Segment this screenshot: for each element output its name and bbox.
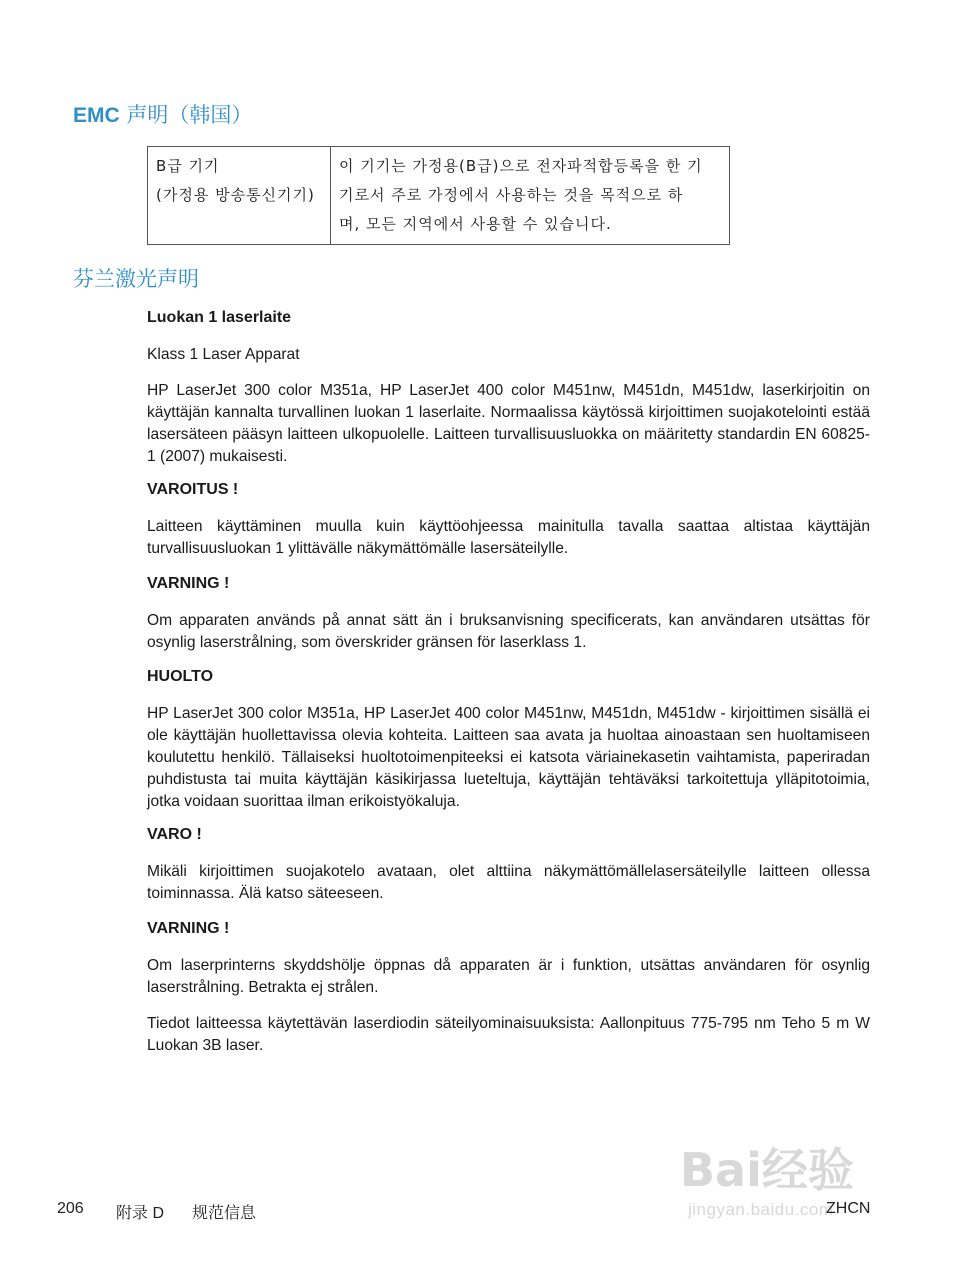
sub-heading	[147, 575, 870, 593]
paragraph-text: Klass 1 Laser Apparat	[147, 346, 300, 363]
paragraph	[147, 344, 870, 366]
table-cell-line: 이 기기는 가정용(B급)으로 전자파적합등록을 한 기	[339, 157, 703, 175]
sub-heading	[147, 826, 870, 844]
paragraph-text: Om apparaten används på annat sätt än i bruksanvisning specificerats, kan användaren utsättas för osynlig laserstrålning, som överskrider gränsen för laserklass 1.	[147, 612, 870, 651]
sub-heading	[147, 920, 870, 938]
paragraph	[147, 955, 870, 999]
paragraph-text: Laitteen käyttäminen muulla kuin käyttöohjeessa mainitulla tavalla saattaa altistaa käyttäjän turvallisuusluokan 1 ylittävälle näkymättömälle lasersäteilylle.	[147, 518, 870, 557]
emc-heading	[73, 99, 252, 129]
baidu-url: jingyan.baidu.com	[688, 1200, 834, 1219]
subheading-text: Luokan 1 laserlaite	[147, 309, 292, 326]
subheading-text: VAROITUS !	[147, 481, 239, 498]
footer-locale: ZHCN	[826, 1200, 871, 1217]
paragraph-text: Mikäli kirjoittimen suojakotelo avataan, olet alttiina näkymättömällelasersäteilylle laitteen ollessa toiminnassa. Älä katso säteeseen.	[147, 863, 870, 902]
page-number: 206	[57, 1200, 84, 1217]
finland-laser-heading: 芬兰激光声明	[73, 267, 199, 291]
paragraph	[147, 380, 870, 468]
paragraph	[147, 1013, 870, 1057]
paragraph-text: HP LaserJet 300 color M351a, HP LaserJet 400 color M451nw, M451dn, M451dw - kirjoittimen sisällä ei ole käyttäjän huollettavissa olevia kohteita. Laitteen saa avata ja huoltaa ainoastaan sen huoltamiseen koulutettu henkilö. Tällaiseksi huoltotoimenpiteeksi ei katsota väriainekasetin vaihtamista, paperiradan puhdistusta tai muita käyttäjän käsikirjassa lueteltuja, käyttäjän tehtäväksi tarkoitettuja ylläpitotoimia, jotka voidaan suorittaa ilman erikoistyökaluja.	[147, 705, 870, 810]
footer-appendix: 附录 D	[116, 1205, 165, 1222]
table-cell-line: (가정용 방송통신기기)	[156, 186, 315, 204]
table-cell-line: 며, 모든 지역에서 사용할 수 있습니다.	[339, 215, 612, 233]
paragraph	[147, 516, 870, 560]
footer-section: 规范信息	[192, 1205, 257, 1222]
subheading-text: VARNING !	[147, 575, 230, 592]
table-row	[148, 147, 730, 245]
paragraph	[147, 861, 870, 905]
paragraph-text: Tiedot laitteessa käytettävän laserdiodin säteilyominaisuuksista: Aallonpituus 775-795 nm Teho 5 m W Luokan 3B laser.	[147, 1015, 870, 1054]
table-cell-line: 기로서 주로 가정에서 사용하는 것을 목적으로 하	[339, 186, 684, 204]
table-cell-line: B급 기기	[156, 157, 220, 175]
emc-heading-bold: EMC	[73, 104, 120, 127]
table-cell-statement	[331, 147, 730, 245]
baidu-logo: Bai经验	[680, 1143, 854, 1197]
table-cell-class	[148, 147, 331, 245]
sub-heading	[147, 668, 870, 686]
baidu-watermark	[680, 1140, 920, 1250]
paragraph	[147, 703, 870, 813]
subheading-text: VARNING !	[147, 920, 230, 937]
paragraph-text: HP LaserJet 300 color M351a, HP LaserJet 400 color M451nw, M451dn, M451dw, laserkirjoitin on käyttäjän kannalta turvallinen luokan 1 laserlaite. Normaalissa käytössä kirjoittimen suojakotelointi estää lasersäteen pääsyn laitteen ulkopuolelle. Laitteen turvallisuusluokka on määritetty standardin EN 60825-1 (2007) mukaisesti.	[147, 382, 870, 465]
sub-heading	[147, 481, 870, 499]
paragraph-text: Om laserprinterns skyddshölje öppnas då apparaten är i funktion, utsättas användaren för osynlig laserstrålning. Betrakta ej strålen.	[147, 957, 870, 996]
paragraph	[147, 610, 870, 654]
sub-heading	[147, 309, 870, 327]
subheading-text: HUOLTO	[147, 668, 214, 685]
emc-heading-rest: 声明（韩国）	[119, 103, 253, 127]
subheading-text: VARO !	[147, 826, 202, 843]
korea-emc-table	[147, 146, 730, 245]
